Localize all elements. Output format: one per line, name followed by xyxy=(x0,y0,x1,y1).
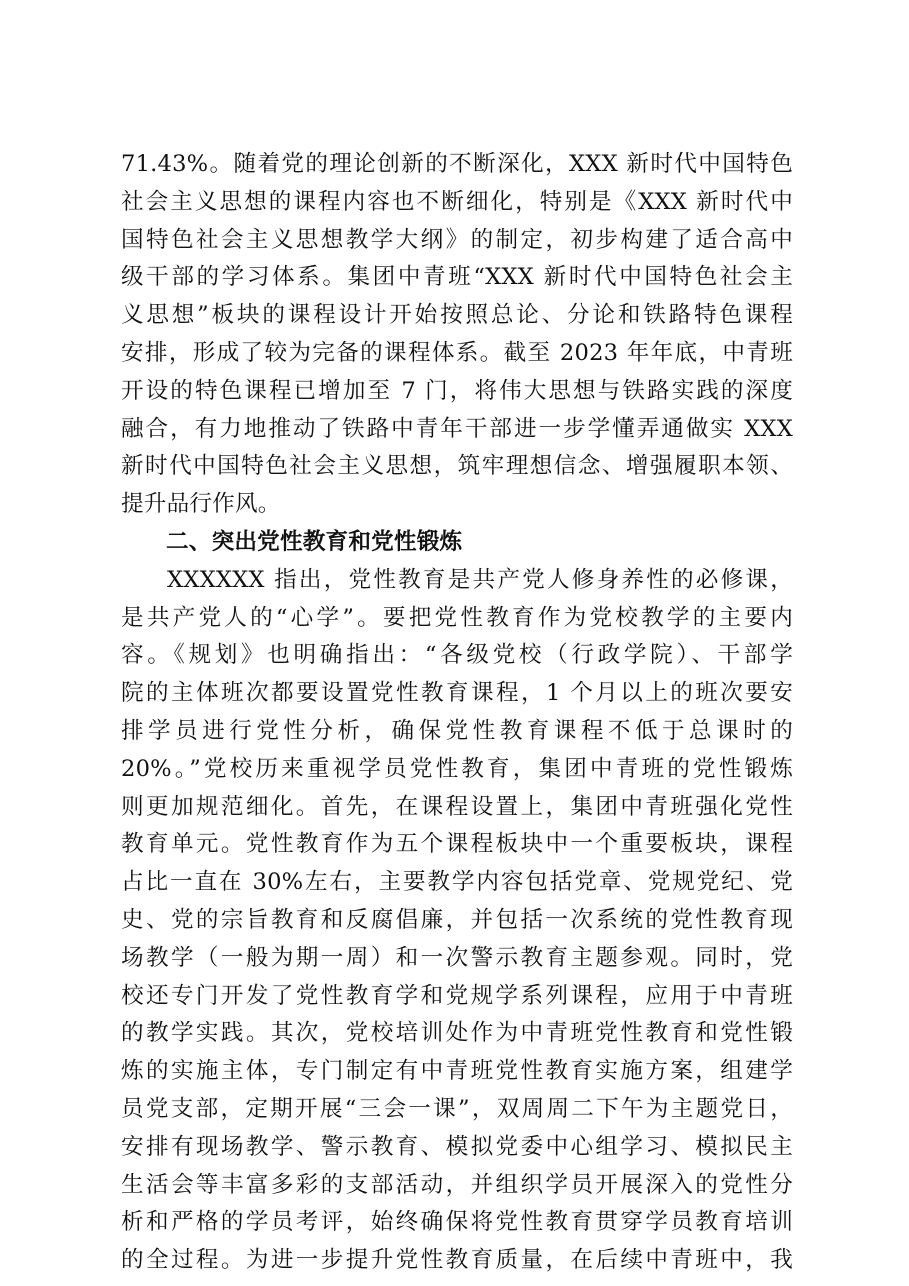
text-line: 排学员进行党性分析，确保党性教育课程不低于总课时的 xyxy=(121,717,793,744)
paragraph-2 xyxy=(121,562,793,1280)
text-line: 炼的实施主体，专门制定有中青班党性教育实施方案，组建学 xyxy=(121,1058,793,1085)
text-line: XXXXXX 指出，党性教育是共产党人修身养性的必修课， xyxy=(167,566,793,593)
text-line: 安排，形成了较为完备的课程体系。截至 2023 年年底，中青班 xyxy=(121,339,793,366)
text-line: 义思想”板块的课程设计开始按照总论、分论和铁路特色课程 xyxy=(121,302,793,329)
text-line: 员党支部，定期开展“三会一课”，双周周二下午为主题党日， xyxy=(121,1095,793,1122)
text-line: 占比一直在 30%左右，主要教学内容包括党章、党规党纪、党 xyxy=(121,869,793,896)
text-line: 71.43%。随着党的理论创新的不断深化，XXX 新时代中国特色 xyxy=(121,151,793,177)
text-line: 级干部的学习体系。集团中青班“XXX 新时代中国特色社会主 xyxy=(121,264,793,291)
text-line: 容。《规划》也明确指出：“各级党校（行政学院）、干部学 xyxy=(121,642,793,669)
text-line: 校还专门开发了党性教育学和党规学系列课程，应用于中青班 xyxy=(121,982,793,1009)
text-line: 融合，有力地推动了铁路中青年干部进一步学懂弄通做实 XXX xyxy=(121,415,793,442)
text-line: 提升品行作风。 xyxy=(121,491,281,518)
text-line: 史、党的宗旨教育和反腐倡廉，并包括一次系统的党性教育现 xyxy=(121,906,793,933)
text-line: 则更加规范细化。首先，在课程设置上，集团中青班强化党性 xyxy=(121,793,793,820)
text-line: 的教学实践。其次，党校培训处作为中青班党性教育和党性锻 xyxy=(121,1020,793,1047)
text-line: 生活会等丰富多彩的支部活动，并组织学员开展深入的党性分 xyxy=(121,1171,793,1198)
text-line: 新时代中国特色社会主义思想，筑牢理想信念、增强履职本领、 xyxy=(121,453,793,480)
text-line: 社会主义思想的课程内容也不断细化，特别是《XXX 新时代中 xyxy=(121,188,793,215)
paragraph-1 xyxy=(121,146,793,524)
text-line: 的全过程。为进一步提升党性教育质量，在后续中青班中，我 xyxy=(121,1247,793,1274)
text-line: 析和严格的学员考评，始终确保将党性教育贯穿学员教育培训 xyxy=(121,1209,793,1236)
text-line: 20%。”党校历来重视学员党性教育，集团中青班的党性锻炼 xyxy=(121,755,793,782)
text-line: 安排有现场教学、警示教育、模拟党委中心组学习、模拟民主 xyxy=(121,1133,793,1160)
text-line: 开设的特色课程已增加至 7 门，将伟大思想与铁路实践的深度 xyxy=(121,377,793,404)
text-line: 场教学（一般为期一周）和一次警示教育主题参观。同时，党 xyxy=(121,944,793,971)
document-body xyxy=(121,146,793,1280)
section-heading: 二、突出党性教育和党性锻炼 xyxy=(166,528,463,555)
text-line: 教育单元。党性教育作为五个课程板块中一个重要板块，课程 xyxy=(121,831,793,858)
text-line: 院的主体班次都要设置党性教育课程，1 个月以上的班次要安 xyxy=(121,680,793,707)
text-line: 是共产党人的“心学”。要把党性教育作为党校教学的主要内 xyxy=(121,604,793,631)
text-line: 国特色社会主义思想教学大纲》的制定，初步构建了适合高中 xyxy=(121,226,793,253)
